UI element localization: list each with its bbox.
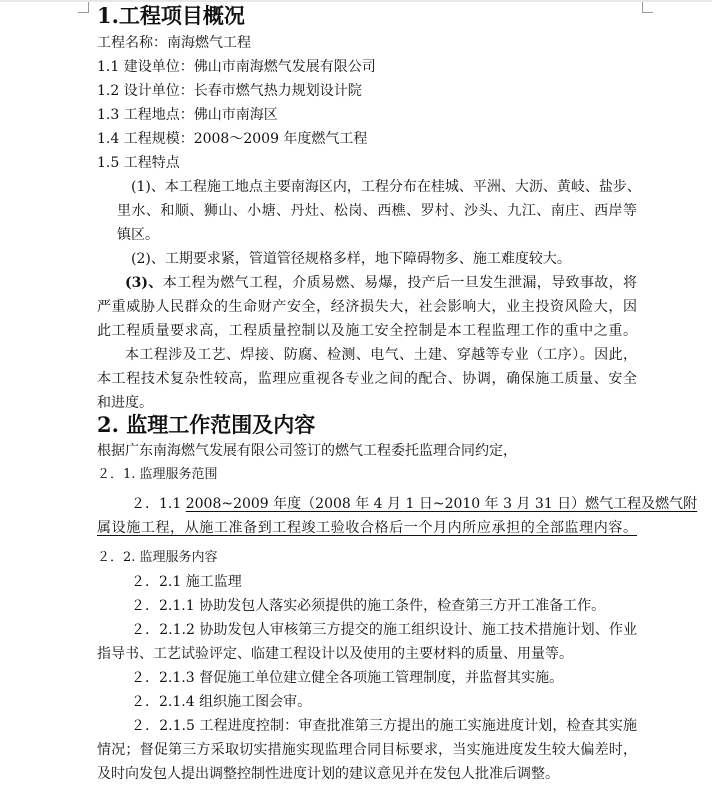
content-2-2-1-2-line1: ２．2.1.2 协助发包人审核第三方提交的施工组织设计、施工技术措施计划、作业: [131, 622, 637, 638]
section2-heading: 2. 监理工作范围及内容: [97, 412, 316, 437]
para-line2: 本工程技术复杂性较高，监理应重视各专业之间的配合、协调，确保施工质量、安全: [97, 371, 637, 387]
item-1-3: 1.3 工程地点：佛山市南海区: [97, 107, 278, 123]
feature1-line2: 里水、和顺、狮山、小塘、丹灶、松岗、西樵、罗村、沙头、九江、南庄、西岸等: [117, 203, 637, 219]
content-2-2-1-5-line1: ２．2.1.5 工程进度控制：审查批准第三方提出的施工实施进度计划，检查其实施: [131, 718, 637, 734]
item-2-2: ２．2. 监理服务内容: [97, 550, 218, 565]
feature3-line3: 此工程质量要求高，工程质量控制以及施工安全控制是本工程监理工作的重中之重。: [97, 323, 637, 339]
item-1-5: 1.5 工程特点: [97, 155, 180, 171]
content-2-2-1-2-line2: 指导书、工艺试验评定、临建工程设计以及使用的主要材料的质量、用量等。: [97, 646, 573, 662]
item-1-4: 1.4 工程规模：2008～2009 年度燃气工程: [97, 131, 368, 147]
scope-line2: 属设施工程，从施工准备到工程竣工验收合格后一个月内所应承担的全部监理内容。: [97, 520, 637, 536]
crop-mark-right: [642, 2, 653, 13]
content-2-2-1-4: ２．2.1.4 组织施工图会审。: [131, 694, 312, 710]
feature3-prefix: (3)、: [125, 275, 163, 291]
item-1-2: 1.2 设计单位：长春市燃气热力规划设计院: [97, 83, 362, 99]
section2-intro: 根据广东南海燃气发展有限公司签订的燃气工程委托监理合同约定，: [97, 443, 517, 459]
feature3-line1: [125, 271, 637, 295]
content-2-2-1-3: ２．2.1.3 督促施工单位建立健全各项施工管理制度，并监督其实施。: [131, 670, 564, 686]
project-name: 工程名称：南海燃气工程: [97, 35, 251, 51]
scope-line1-text: 2008~2009 年度（2008 年 4 月 1 日~2010 年 3 月 31 日）燃气工程及燃气附: [185, 496, 698, 512]
scope-number: ２．1.1: [131, 496, 186, 512]
feature2: (2)、工期要求紧，管道管径规格多样，地下障碍物多、施工难度较大。: [131, 251, 571, 267]
content-2-2-1: ２．2.1 施工监理: [131, 574, 242, 590]
item-1-1: 1.1 建设单位：佛山市南海燃气发展有限公司: [97, 59, 376, 75]
para-line3: 和进度。: [97, 395, 153, 411]
feature3-line2: 严重威胁人民群众的生命财产安全，经济损失大，社会影响大，业主投资风险大，因: [97, 299, 637, 315]
content-2-2-1-5-line3: 及时向发包人提出调整控制性进度计划的建议意见并在发包人批准后调整。: [97, 766, 559, 782]
para-line1: 本工程涉及工艺、焊接、防腐、检测、电气、土建、穿越等专业（工序）。因此，: [125, 347, 637, 363]
scope-line1: [131, 492, 698, 516]
feature1-line3: 镇区。: [117, 227, 159, 243]
feature1-line1: (1)、本工程施工地点主要南海区内，工程分布在桂城、平洲、大沥、黄岐、盐步、: [131, 179, 641, 195]
item-2-1: ２．1. 监理服务范围: [97, 467, 218, 482]
content-2-2-1-1: ２．2.1.1 协助发包人落实必须提供的施工条件，检查第三方开工准备工作。: [131, 598, 606, 614]
content-2-2-1-5-line2: 情况；督促第三方采取切实措施实现监理合同目标要求，当实施进度发生较大偏差时，: [97, 742, 637, 758]
feature3-line1-text: 本工程为燃气工程，介质易燃、易爆，投产后一旦发生泄漏，导致事故，将: [162, 275, 637, 291]
crop-mark-left: [78, 2, 89, 13]
section1-heading: 1.工程项目概况: [97, 3, 245, 28]
